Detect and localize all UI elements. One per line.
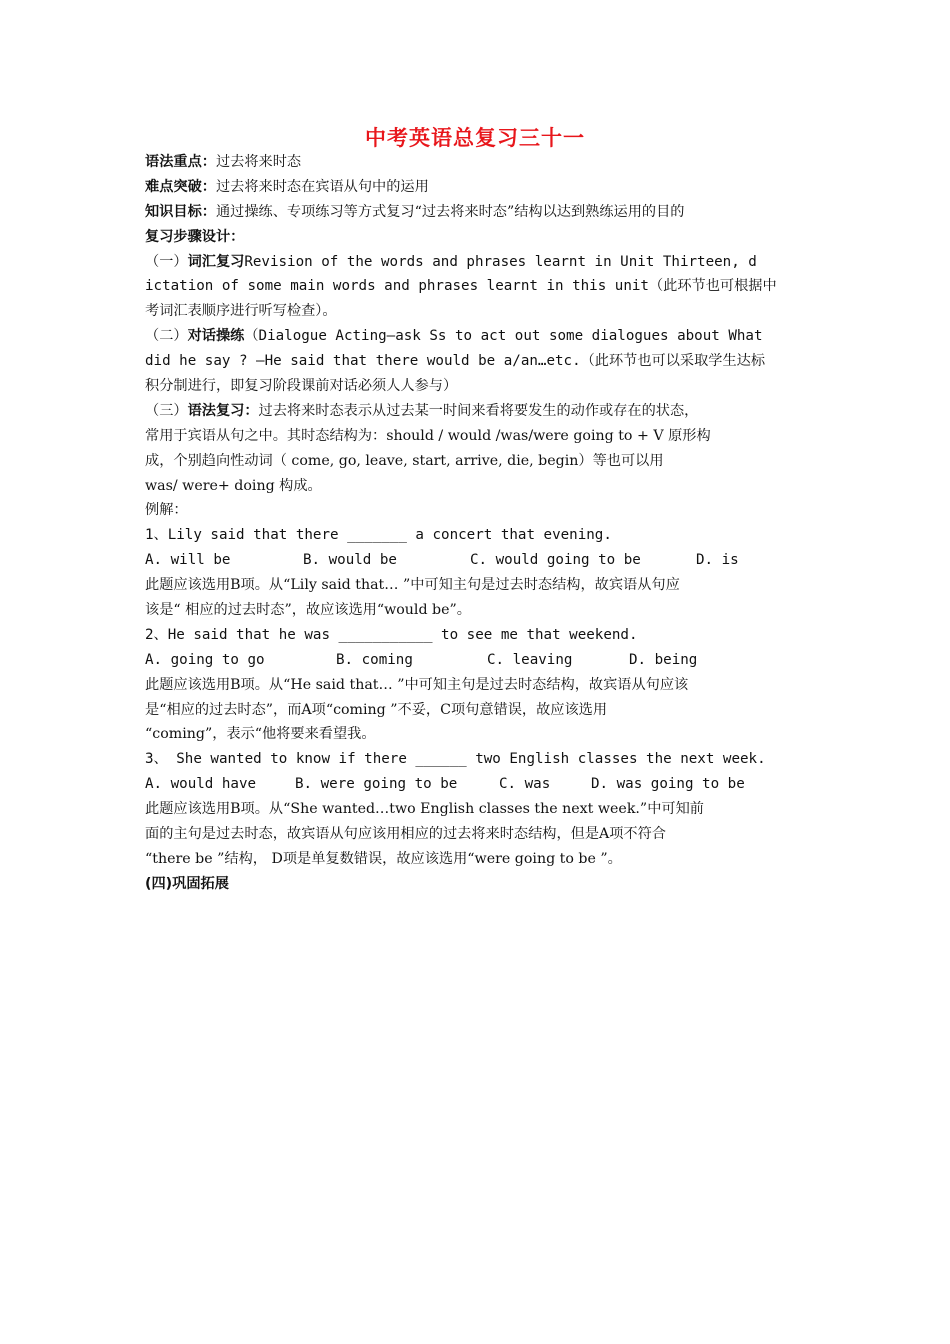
grammar-focus-line bbox=[145, 150, 815, 175]
q1-stem: 1、Lily said that there _______ a concert that evening. bbox=[145, 527, 612, 544]
q3-stem: 3、 She wanted to know if there ______ two English classes the next week. bbox=[145, 751, 766, 768]
q3-option-c: C. was bbox=[499, 776, 551, 793]
goal-text: 通过操练、专项练习等方式复习“过去将来时态”结构以达到熟练运用的目的 bbox=[215, 203, 685, 220]
step2-label: 对话操练 bbox=[187, 328, 245, 345]
q3-explanation-2: 面的主句是过去时态，故宾语从句应该用相应的过去将来时态结构，但是A项不符合 bbox=[145, 826, 666, 843]
q2-explanation-2: 是“相应的过去时态”，而A项“coming ”不妥，C项句意错误，故应该选用 bbox=[145, 701, 608, 718]
document-title: 中考英语总复习三十一 bbox=[365, 126, 585, 150]
examples-label: 例解： bbox=[145, 502, 188, 519]
step2-line3: 积分制进行，即复习阶段课前对话必须人人参与） bbox=[145, 378, 458, 395]
step3-line4: was/ were+ doing 构成。 bbox=[145, 477, 322, 494]
goal-label: 知识目标： bbox=[145, 203, 216, 220]
grammar-focus-text: 过去将来时态 bbox=[215, 154, 302, 170]
document-body bbox=[145, 150, 815, 897]
q2-explanation-1: 此题应该选用B项。从“He said that… ”中可知主句是过去时态结构，故宾语从句应该 bbox=[145, 676, 689, 693]
step1-line3: 考词汇表顺序进行听写检查）。 bbox=[145, 303, 337, 320]
step1-line1 bbox=[145, 250, 815, 275]
step1-line2: ictation of some main words and phrases learnt in this unit（此环节也可根据中 bbox=[145, 278, 777, 295]
step3-line3: 成，个别趋向性动词（ come, go, leave, start, arrive, die, begin）等也可以用 bbox=[145, 452, 664, 469]
q3-explanation-1: 此题应该选用B项。从“She wanted…two English classes the next week.”中可知前 bbox=[145, 801, 704, 818]
section4-heading: (四)巩固拓展 bbox=[145, 875, 229, 892]
step3-label: 语法复习： bbox=[187, 402, 259, 419]
q3-option-d: D. was going to be bbox=[591, 776, 745, 793]
step3-text-1: 过去将来时态表示从过去某一时间来看将要发生的动作或存在的状态， bbox=[258, 402, 699, 419]
q1-explanation-2: 该是“ 相应的过去时态”，故应该选用“would be”。 bbox=[145, 602, 471, 619]
q1-option-d: D. is bbox=[696, 552, 739, 569]
step3-line2: 常用于宾语从句之中。其时态结构为：should / would /was/were going to + V 原形构 bbox=[145, 427, 711, 444]
step2-text-1: （Dialogue Acting—ask Ss to act out some dialogues about What bbox=[244, 328, 763, 345]
steps-heading: 复习步骤设计： bbox=[145, 228, 245, 245]
step1-text-1: Revision of the words and phrases learnt in Unit Thirteen, d bbox=[244, 253, 757, 270]
q3-option-a: A. would have bbox=[145, 776, 257, 793]
step1-prefix: （一） bbox=[145, 253, 188, 270]
step2-line2: did he say ? –He said that there would be a/an…etc.（此环节也可以采取学生达标 bbox=[145, 353, 766, 370]
goal-line bbox=[145, 200, 815, 225]
q1-explanation-1: 此题应该选用B项。从“Lily said that… ”中可知主句是过去时态结构，故宾语从句应 bbox=[145, 577, 680, 594]
q3-options bbox=[145, 772, 815, 797]
q2-options bbox=[145, 648, 815, 673]
q3-explanation-3: “there be ”结构， D项是单复数错误，故应该选用“were going to be ”。 bbox=[145, 850, 622, 867]
step2-line1 bbox=[145, 324, 815, 349]
q2-option-b: B. coming bbox=[336, 651, 413, 668]
q1-option-a: A. will be bbox=[145, 552, 231, 569]
q1-option-c: C. would going to be bbox=[470, 552, 641, 569]
q2-explanation-3: “coming”，表示“他将要来看望我。 bbox=[145, 726, 376, 743]
step3-prefix: （三） bbox=[145, 402, 188, 419]
q2-option-d: D. being bbox=[629, 651, 698, 668]
q2-stem: 2、He said that he was ___________ to see me that weekend. bbox=[145, 626, 638, 643]
q2-option-a: A. going to go bbox=[145, 651, 265, 668]
step2-prefix: （二） bbox=[145, 328, 188, 345]
grammar-focus-label: 语法重点： bbox=[145, 154, 216, 170]
q1-options bbox=[145, 548, 815, 573]
difficulty-label: 难点突破： bbox=[145, 178, 216, 195]
q1-option-b: B. would be bbox=[303, 552, 397, 569]
step3-line1 bbox=[145, 399, 815, 424]
step1-label: 词汇复习 bbox=[187, 253, 245, 270]
q2-option-c: C. leaving bbox=[487, 651, 573, 668]
difficulty-line bbox=[145, 175, 815, 200]
difficulty-text: 过去将来时态在宾语从句中的运用 bbox=[215, 178, 429, 195]
q3-option-b: B. were going to be bbox=[295, 776, 458, 793]
